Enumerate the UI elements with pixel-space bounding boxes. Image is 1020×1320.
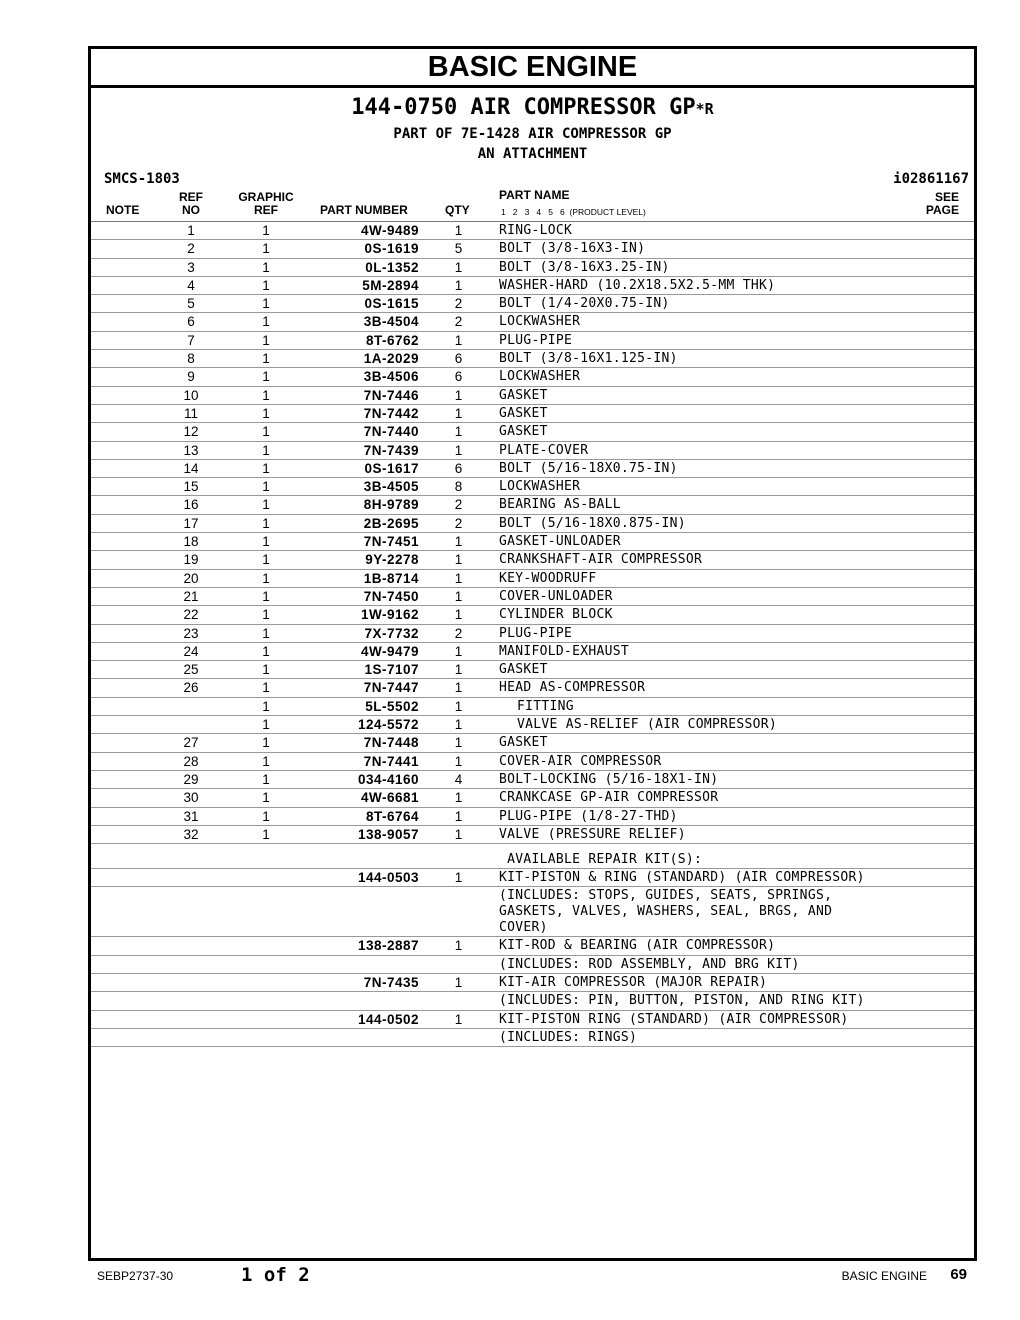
graphic-ref-cell: 1: [262, 296, 270, 312]
ref-no-cell: 21: [183, 588, 199, 604]
part-number-cell: 7N-7435: [363, 974, 419, 990]
graphic-ref-cell: 1: [262, 497, 270, 513]
part-number-cell: 0S-1617: [364, 460, 419, 476]
table-row: [91, 734, 974, 752]
part-number-cell: 0L-1352: [365, 259, 419, 275]
graphic-ref-cell: 1: [262, 570, 270, 586]
graphic-ref-cell: 1: [262, 460, 270, 476]
part-number-cell: 4W-9479: [360, 643, 419, 659]
part-name-cell: KEY-WOODRUFF: [499, 570, 597, 586]
table-row: [91, 869, 974, 887]
ref-no-cell: 6: [187, 314, 195, 330]
part-name-cell: GASKET: [499, 424, 548, 440]
graphic-ref-cell: 1: [262, 717, 270, 733]
part-of-line: PART OF 7E-1428 AIR COMPRESSOR GP: [393, 126, 672, 142]
group-title-text: 144-0750 AIR COMPRESSOR GP: [351, 95, 696, 120]
part-name-cell: KIT-PISTON RING (STANDARD) (AIR COMPRESSOR): [499, 1011, 849, 1027]
graphic-ref-cell: 1: [262, 588, 270, 604]
graphic-ref-cell: 1: [262, 387, 270, 403]
part-name-cell: BOLT (5/16-18X0.875-IN): [499, 515, 686, 531]
part-number-cell: 144-0502: [357, 1011, 419, 1027]
part-number-cell: 3B-4506: [363, 369, 419, 385]
ref-no-cell: 2: [187, 241, 195, 257]
qty-cell: 1: [454, 607, 463, 623]
group-title: [91, 95, 974, 122]
graphic-ref-cell: 1: [262, 771, 270, 787]
ref-no-cell: 7: [187, 332, 195, 348]
table-row: [91, 1011, 974, 1029]
ref-no-cell: 1: [187, 223, 195, 238]
graphic-ref-cell: 1: [262, 314, 270, 330]
graphic-ref-cell: 1: [262, 808, 270, 824]
group-title-suffix: *R: [695, 100, 714, 118]
part-name-cell: KIT-PISTON & RING (STANDARD) (AIR COMPRESSOR): [499, 870, 865, 886]
qty-cell: 1: [454, 808, 463, 824]
qty-cell: 2: [454, 296, 463, 312]
graphic-ref-cell: 1: [262, 662, 270, 678]
part-name-cell: (INCLUDES: RINGS): [499, 1029, 638, 1045]
graphic-ref-cell: 1: [262, 277, 270, 293]
graphic-ref-cell: 1: [262, 241, 270, 257]
qty-cell: 1: [454, 938, 463, 954]
table-row: [91, 496, 974, 514]
qty-cell: 1: [454, 870, 463, 886]
table-row: [91, 753, 974, 771]
header-part-number: PART NUMBER: [320, 203, 408, 217]
part-number-cell: 144-0503: [357, 870, 419, 886]
part-name-cell: (INCLUDES: STOPS, GUIDES, SEATS, SPRINGS, GASKETS, VALVES, WASHERS, SEAL, BRGS, AND COVER): [499, 888, 833, 936]
qty-cell: 1: [454, 680, 463, 696]
part-name-cell: PLUG-PIPE: [499, 332, 573, 348]
qty-cell: 1: [454, 332, 463, 348]
ref-no-cell: 26: [183, 680, 199, 696]
table-row: [91, 368, 974, 386]
part-name-cell: VALVE AS-RELIEF (AIR COMPRESSOR): [517, 717, 778, 733]
part-name-cell: GASKET: [499, 405, 548, 421]
graphic-ref-cell: 1: [262, 351, 270, 367]
part-name-cell: PLUG-PIPE: [499, 625, 573, 641]
table-row: [91, 956, 974, 974]
ref-no-cell: 29: [183, 771, 199, 787]
part-number-cell: 8T-6762: [365, 332, 419, 348]
qty-cell: 1: [454, 974, 463, 990]
part-name-cell: MANIFOLD-EXHAUST: [499, 643, 630, 659]
qty-cell: 1: [454, 277, 463, 293]
table-row: [91, 460, 974, 478]
table-row: [91, 826, 974, 844]
graphic-ref-cell: 1: [262, 680, 270, 696]
graphic-ref-cell: 1: [262, 442, 270, 458]
table-row: [91, 844, 974, 869]
header-graphic-bottom: REF: [254, 203, 278, 217]
header-ref-bottom: NO: [182, 203, 200, 217]
ref-no-cell: 31: [183, 808, 199, 824]
part-number-cell: 0S-1619: [364, 241, 419, 257]
part-number-cell: 7N-7447: [363, 680, 419, 696]
header-part-name: PART NAME: [499, 188, 570, 202]
table-row: [91, 240, 974, 258]
part-name-cell: LOCKWASHER: [499, 479, 581, 495]
graphic-ref-cell: 1: [262, 259, 270, 275]
qty-cell: 1: [454, 1011, 463, 1027]
part-number-cell: 7N-7439: [363, 442, 419, 458]
part-number-cell: 124-5572: [357, 717, 419, 733]
part-name-cell: COVER-UNLOADER: [499, 588, 613, 604]
graphic-ref-cell: 1: [262, 698, 270, 714]
table-row: [91, 515, 974, 533]
ref-no-cell: 11: [183, 405, 198, 421]
graphic-ref-cell: 1: [262, 643, 270, 659]
qty-cell: 1: [454, 662, 463, 678]
table-row: [91, 698, 974, 716]
ref-no-cell: 20: [183, 570, 199, 586]
section-banner: BASIC ENGINE: [91, 49, 974, 88]
table-row: [91, 789, 974, 807]
part-number-cell: 8H-9789: [363, 497, 419, 513]
part-name-cell: BOLT (3/8-16X1.125-IN): [499, 351, 678, 367]
ref-no-cell: 23: [183, 625, 199, 641]
part-number-cell: 7X-7732: [364, 625, 419, 641]
graphic-ref-cell: 1: [262, 790, 270, 806]
table-row: [91, 887, 974, 937]
qty-cell: 1: [454, 698, 463, 714]
header-qty: QTY: [445, 203, 470, 217]
table-row: [91, 423, 974, 441]
table-row: [91, 661, 974, 679]
part-number-cell: 2B-2695: [363, 515, 419, 531]
header-note: NOTE: [106, 203, 140, 217]
part-number-cell: 5L-5502: [365, 698, 419, 714]
ref-no-cell: 9: [187, 369, 195, 385]
part-name-cell: LOCKWASHER: [499, 314, 581, 330]
qty-cell: 6: [454, 369, 463, 385]
qty-cell: 2: [454, 314, 463, 330]
table-row: [91, 716, 974, 734]
title-block: [91, 95, 974, 164]
table-row: [91, 222, 974, 240]
ref-no-cell: 24: [183, 643, 199, 659]
part-name-cell: (INCLUDES: ROD ASSEMBLY, AND BRG KIT): [499, 956, 800, 972]
table-row: [91, 332, 974, 350]
table-row: [91, 405, 974, 423]
graphic-ref-cell: 1: [262, 405, 270, 421]
qty-cell: 6: [454, 351, 463, 367]
part-number-cell: 1W-9162: [360, 607, 419, 623]
ref-no-cell: 3: [187, 259, 195, 275]
part-name-cell: GASKET-UNLOADER: [499, 534, 621, 550]
ref-no-cell: 14: [183, 460, 199, 476]
part-number-cell: 138-9057: [357, 826, 419, 842]
part-number-cell: 1A-2029: [363, 351, 419, 367]
smcs-code: SMCS-1803: [104, 171, 180, 187]
ref-no-cell: 10: [183, 387, 199, 403]
ref-no-cell: 16: [183, 497, 199, 513]
graphic-ref-cell: 1: [262, 625, 270, 641]
table-row: [91, 313, 974, 331]
part-name-cell: PLATE-COVER: [499, 442, 589, 458]
table-row: [91, 295, 974, 313]
part-name-cell: FITTING: [517, 698, 574, 714]
table-row: [91, 937, 974, 955]
part-number-cell: 7N-7448: [363, 735, 419, 751]
part-number-cell: 034-4160: [357, 771, 419, 787]
table-header: [91, 188, 974, 222]
qty-cell: 1: [454, 643, 463, 659]
part-name-cell: (INCLUDES: PIN, BUTTON, PISTON, AND RING KIT): [499, 993, 865, 1009]
part-number-cell: 4W-6681: [360, 790, 419, 806]
qty-cell: 1: [454, 826, 463, 842]
table-row: [91, 643, 974, 661]
qty-cell: 1: [454, 790, 463, 806]
footer-section: BASIC ENGINE: [841, 1269, 927, 1283]
qty-cell: 1: [454, 387, 463, 403]
header-see-bottom: PAGE: [925, 203, 959, 217]
table-row: [91, 551, 974, 569]
table-row: [91, 259, 974, 277]
part-name-cell: CYLINDER BLOCK: [499, 607, 613, 623]
graphic-ref-cell: 1: [262, 369, 270, 385]
ref-no-cell: 28: [183, 753, 199, 769]
ref-no-cell: 4: [187, 277, 195, 293]
page-footer: [0, 1264, 1020, 1288]
part-number-cell: 7N-7450: [363, 588, 419, 604]
table-row: [91, 478, 974, 496]
part-number-cell: 9Y-2278: [365, 552, 419, 568]
part-name-cell: WASHER-HARD (10.2X18.5X2.5-MM THK): [499, 277, 776, 293]
table-row: [91, 808, 974, 826]
part-name-cell: CRANKCASE GP-AIR COMPRESSOR: [499, 790, 719, 806]
table-row: [91, 1029, 974, 1047]
part-number-cell: 7N-7440: [363, 424, 419, 440]
graphic-ref-cell: 1: [262, 826, 270, 842]
table-row: [91, 606, 974, 624]
ref-no-cell: 8: [187, 351, 195, 367]
document-id: i02861167: [893, 171, 969, 187]
graphic-ref-cell: 1: [262, 552, 270, 568]
table-row: [91, 350, 974, 368]
part-name-cell: RING-LOCK: [499, 223, 573, 238]
part-number-cell: 7N-7441: [363, 753, 419, 769]
qty-cell: 6: [454, 460, 463, 476]
table-row: [91, 277, 974, 295]
table-row: [91, 588, 974, 606]
graphic-ref-cell: 1: [262, 479, 270, 495]
qty-cell: 2: [454, 515, 463, 531]
graphic-ref-cell: 1: [262, 332, 270, 348]
part-name-cell: AVAILABLE REPAIR KIT(S):: [499, 852, 703, 868]
attachment-line: AN ATTACHMENT: [477, 146, 588, 162]
ref-no-cell: 13: [183, 442, 199, 458]
qty-cell: 2: [454, 497, 463, 513]
qty-cell: 1: [454, 259, 463, 275]
part-name-cell: BOLT-LOCKING (5/16-18X1-IN): [499, 771, 719, 787]
qty-cell: 5: [454, 241, 463, 257]
ref-no-cell: 5: [187, 296, 195, 312]
part-number-cell: 7N-7446: [363, 387, 419, 403]
qty-cell: 8: [454, 479, 463, 495]
parts-table: [91, 222, 974, 1047]
page-frame: [88, 46, 977, 1261]
qty-cell: 2: [454, 625, 463, 641]
part-name-cell: BOLT (5/16-18X0.75-IN): [499, 460, 678, 476]
ref-no-cell: 30: [183, 790, 199, 806]
qty-cell: 4: [454, 771, 463, 787]
qty-cell: 1: [454, 405, 463, 421]
graphic-ref-cell: 1: [262, 223, 270, 238]
ref-no-cell: 22: [183, 607, 199, 623]
graphic-ref-cell: 1: [262, 534, 270, 550]
qty-cell: 1: [454, 570, 463, 586]
part-number-cell: 7N-7451: [363, 534, 419, 550]
part-number-cell: 5M-2894: [362, 277, 419, 293]
table-row: [91, 992, 974, 1010]
graphic-ref-cell: 1: [262, 735, 270, 751]
part-number-cell: 3B-4504: [363, 314, 419, 330]
table-row: [91, 974, 974, 992]
graphic-ref-cell: 1: [262, 515, 270, 531]
part-number-cell: 8T-6764: [365, 808, 419, 824]
part-name-cell: CRANKSHAFT-AIR COMPRESSOR: [499, 552, 703, 568]
part-name-cell: VALVE (PRESSURE RELIEF): [499, 826, 686, 842]
table-row: [91, 533, 974, 551]
ref-no-cell: 19: [183, 552, 199, 568]
footer-page-number: 69: [950, 1266, 967, 1283]
qty-cell: 1: [454, 534, 463, 550]
table-row: [91, 625, 974, 643]
part-name-cell: BOLT (3/8-16X3-IN): [499, 241, 646, 257]
footer-doc-number: SEBP2737-30: [97, 1269, 174, 1283]
graphic-ref-cell: 1: [262, 753, 270, 769]
table-row: [91, 387, 974, 405]
part-number-cell: 0S-1615: [364, 296, 419, 312]
header-ref-top: REF: [179, 190, 203, 204]
part-number-cell: 4W-9489: [360, 223, 419, 238]
ref-no-cell: 27: [183, 735, 199, 751]
qty-cell: 1: [454, 223, 463, 238]
qty-cell: 1: [454, 717, 463, 733]
part-name-cell: LOCKWASHER: [499, 369, 581, 385]
ref-no-cell: 12: [183, 424, 199, 440]
ref-no-cell: 18: [183, 534, 199, 550]
part-number-cell: 7N-7442: [363, 405, 419, 421]
part-name-cell: HEAD AS-COMPRESSOR: [499, 680, 646, 696]
table-row: [91, 771, 974, 789]
qty-cell: 1: [454, 442, 463, 458]
footer-page-of: 1 of 2: [241, 1264, 310, 1286]
part-number-cell: 1S-7107: [364, 662, 419, 678]
table-row: [91, 442, 974, 460]
header-product-level: 1 2 3 4 5 6 (PRODUCT LEVEL): [501, 207, 646, 217]
header-see-top: SEE: [934, 190, 959, 204]
part-name-cell: GASKET: [499, 387, 548, 403]
part-number-cell: 138-2887: [357, 938, 419, 954]
part-name-cell: GASKET: [499, 735, 548, 751]
part-name-cell: BOLT (1/4-20X0.75-IN): [499, 296, 670, 312]
ref-no-cell: 32: [183, 826, 199, 842]
graphic-ref-cell: 1: [262, 607, 270, 623]
part-name-cell: BOLT (3/8-16X3.25-IN): [499, 259, 670, 275]
part-name-cell: KIT-ROD & BEARING (AIR COMPRESSOR): [499, 938, 776, 954]
table-row: [91, 679, 974, 697]
part-name-cell: PLUG-PIPE (1/8-27-THD): [499, 808, 678, 824]
part-name-cell: GASKET: [499, 662, 548, 678]
qty-cell: 1: [454, 552, 463, 568]
part-name-cell: COVER-AIR COMPRESSOR: [499, 753, 662, 769]
qty-cell: 1: [454, 424, 463, 440]
ref-no-cell: 15: [183, 479, 199, 495]
qty-cell: 1: [454, 588, 463, 604]
ref-no-cell: 17: [183, 515, 199, 531]
graphic-ref-cell: 1: [262, 424, 270, 440]
ref-no-cell: 25: [183, 662, 199, 678]
qty-cell: 1: [454, 753, 463, 769]
header-graphic-top: GRAPHIC: [238, 190, 294, 204]
part-name-cell: KIT-AIR COMPRESSOR (MAJOR REPAIR): [499, 974, 768, 990]
part-number-cell: 1B-8714: [363, 570, 419, 586]
qty-cell: 1: [454, 735, 463, 751]
table-row: [91, 570, 974, 588]
part-number-cell: 3B-4505: [363, 479, 419, 495]
part-name-cell: BEARING AS-BALL: [499, 497, 621, 513]
